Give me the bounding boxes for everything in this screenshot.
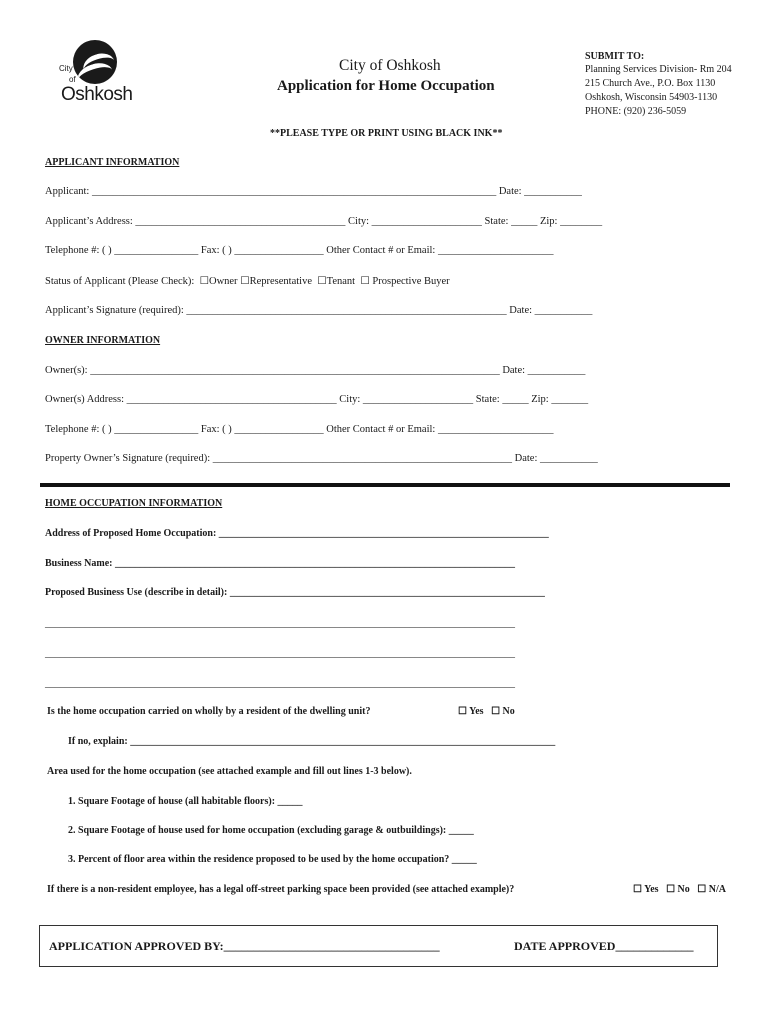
- submit-line: PHONE: (920) 236-5059: [585, 106, 687, 117]
- logo-name-text: Oshkosh: [61, 84, 133, 105]
- resident-question: Is the home occupation carried on wholly by a resident of the dwelling unit?: [47, 706, 371, 717]
- wave-logo-icon: [73, 40, 117, 84]
- applicant-telephone-field[interactable]: Telephone #: ( ) ________________ Fax: ( ) _________________ Other Contact # or Email: ______________________: [45, 245, 554, 256]
- business-use-field[interactable]: Proposed Business Use (describe in detail): _______________________________________________________________: [45, 587, 545, 598]
- owner-field[interactable]: Owner(s): ______________________________________________________________________________ Date: ___________: [45, 365, 586, 376]
- owner-option-label: Owner: [208, 276, 238, 287]
- no-checkbox[interactable]: ☐: [491, 706, 501, 717]
- blank-line[interactable]: ______________________________________________________________________________________________: [45, 648, 515, 659]
- applicant-address-field[interactable]: Applicant’s Address: ________________________________________ City: _____________________ State: _____ Zip: ________: [45, 216, 603, 227]
- city-logo: [57, 40, 137, 110]
- owner-checkbox[interactable]: ☐: [196, 276, 209, 287]
- square-footage-field[interactable]: 1. Square Footage of house (all habitable floors): _____: [68, 796, 303, 807]
- yes-checkbox[interactable]: ☐: [458, 706, 467, 717]
- no-label: No: [502, 706, 515, 717]
- resident-options: [458, 706, 515, 717]
- tenant-checkbox[interactable]: ☐: [317, 276, 327, 287]
- submit-heading: SUBMIT TO:: [585, 51, 645, 62]
- address-field[interactable]: Address of Proposed Home Occupation: __________________________________________________________________: [45, 528, 549, 539]
- form-title: Application for Home Occupation: [277, 78, 495, 94]
- business-name-field[interactable]: Business Name: ________________________________________________________________________________: [45, 558, 516, 569]
- owner-signature-field[interactable]: Property Owner’s Signature (required): _________________________________________________________ Date: ___________: [45, 453, 598, 464]
- submit-line: Planning Services Division- Rm 204: [585, 64, 732, 75]
- page-title: City of Oshkosh: [339, 57, 441, 74]
- explain-field[interactable]: If no, explain: _____________________________________________________________________________________: [68, 736, 556, 747]
- parking-yes-checkbox[interactable]: ☐: [633, 884, 642, 895]
- parking-na-checkbox[interactable]: ☐: [697, 884, 707, 895]
- blank-line[interactable]: ______________________________________________________________________________________________: [45, 678, 515, 689]
- owner-address-field[interactable]: Owner(s) Address: ________________________________________ City: _____________________ State: _____ Zip: _______: [45, 394, 589, 405]
- home-occupation-heading: HOME OCCUPATION INFORMATION: [45, 498, 223, 509]
- parking-no-label: No: [677, 884, 690, 895]
- applicant-heading: APPLICANT INFORMATION: [45, 157, 180, 168]
- owner-heading: OWNER INFORMATION: [45, 335, 161, 346]
- date-approved-field[interactable]: DATE APPROVED_____________: [514, 939, 694, 953]
- parking-yes-label: Yes: [644, 884, 659, 895]
- logo-of-text: of: [69, 75, 76, 84]
- status-label: Status of Applicant (Please Check):: [45, 276, 195, 287]
- submit-line: 215 Church Ave., P.O. Box 1130: [585, 78, 716, 89]
- representative-checkbox[interactable]: ☐: [240, 276, 250, 287]
- applicant-signature-field[interactable]: Applicant’s Signature (required): _____________________________________________________________ Date: ___________: [45, 305, 593, 316]
- tenant-option-label: Tenant: [326, 276, 356, 287]
- section-divider: [40, 483, 730, 487]
- percent-area-field[interactable]: 3. Percent of floor area within the residence proposed to be used by the home occupation? _____: [68, 854, 477, 865]
- instruction-text: **PLEASE TYPE OR PRINT USING BLACK INK**: [270, 128, 503, 139]
- applicant-field[interactable]: Applicant: _____________________________________________________________________________ Date: ___________: [45, 186, 582, 197]
- prospective-buyer-checkbox[interactable]: ☐: [360, 276, 370, 287]
- parking-question: If there is a non-resident employee, has a legal off-street parking space been provided (see attached example)?: [47, 884, 515, 895]
- submit-line: Oshkosh, Wisconsin 54903-1130: [585, 92, 718, 103]
- occupation-footage-field[interactable]: 2. Square Footage of house used for home occupation (excluding garage & outbuildings): _____: [68, 825, 474, 836]
- logo-city-text: City: [59, 64, 73, 73]
- parking-na-label: N/A: [708, 884, 726, 895]
- blank-line[interactable]: ______________________________________________________________________________________________: [45, 618, 515, 629]
- status-row: [45, 275, 450, 287]
- prospective-buyer-option-label: Prospective Buyer: [372, 276, 450, 287]
- parking-options: [633, 884, 726, 895]
- approved-by-field[interactable]: APPLICATION APPROVED BY:____________________________________: [49, 939, 440, 953]
- parking-no-checkbox[interactable]: ☐: [666, 884, 676, 895]
- yes-label: Yes: [469, 706, 484, 717]
- area-instruction: Area used for the home occupation (see attached example and fill out lines 1-3 below).: [47, 766, 412, 777]
- representative-option-label: Representative: [249, 276, 312, 287]
- owner-telephone-field[interactable]: Telephone #: ( ) ________________ Fax: ( ) _________________ Other Contact # or Email: ______________________: [45, 424, 554, 435]
